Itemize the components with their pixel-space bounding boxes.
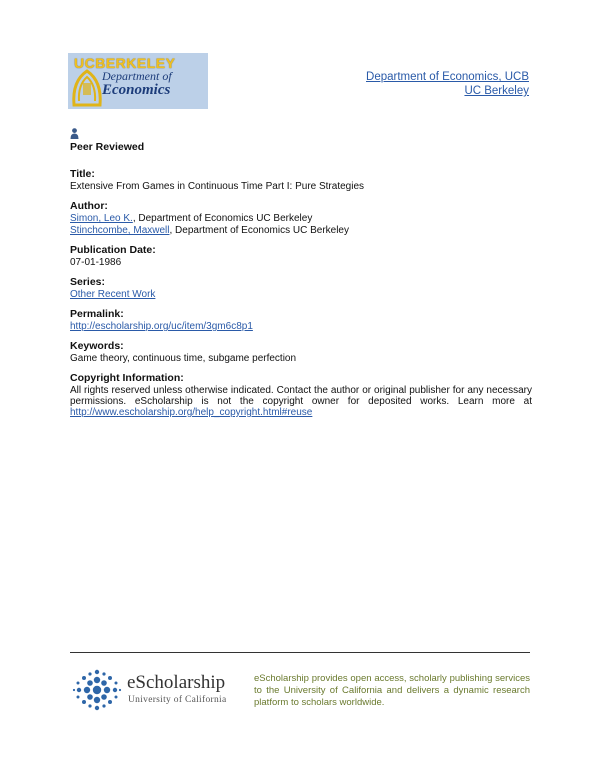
author-2-link[interactable]: Stinchcombe, Maxwell	[70, 225, 170, 236]
author-field	[70, 200, 532, 237]
title-field	[70, 168, 532, 193]
logo-department-text: Department of	[102, 69, 172, 83]
copyright-field	[70, 372, 532, 418]
logo-economics-text: Economics	[102, 82, 171, 98]
metadata-section	[70, 168, 532, 425]
series-link[interactable]: Other Recent Work	[70, 289, 156, 300]
logo-ucberkeley-text: UCBERKELEY	[74, 55, 176, 71]
keywords-field	[70, 340, 532, 365]
department-link[interactable]	[366, 70, 529, 98]
keywords-label: Keywords:	[70, 340, 124, 352]
copyright-text	[70, 385, 532, 418]
berkeley-seal-icon	[70, 67, 104, 107]
title-label: Title:	[70, 168, 95, 180]
escholarship-blurb: eScholarship provides open access, scholarly publishing services to the University of California and delivers a dynamic research platform to scholars worldwide.	[254, 673, 530, 708]
department-link-line2[interactable]: UC Berkeley	[464, 85, 529, 97]
permalink-link[interactable]: http://escholarship.org/uc/item/3gm6c8p1	[70, 321, 253, 332]
publication-date-field	[70, 244, 532, 269]
author-1-link[interactable]: Simon, Leo K.	[70, 213, 133, 224]
publication-date-value: 07-01-1986	[70, 257, 122, 268]
series-field	[70, 276, 532, 301]
department-link-line1[interactable]: Department of Economics, UCB	[366, 71, 529, 83]
publication-date-label: Publication Date:	[70, 244, 156, 256]
author-1-affiliation: , Department of Economics UC Berkeley	[132, 213, 313, 224]
copyright-help-link[interactable]: http://www.escholarship.org/help_copyright.html#reuse	[70, 407, 313, 418]
permalink-label: Permalink:	[70, 308, 124, 320]
author-1	[70, 213, 532, 225]
author-label: Author:	[70, 200, 108, 212]
escholarship-logo-icon	[72, 667, 122, 713]
title-value: Extensive From Games in Continuous Time Part I: Pure Strategies	[70, 181, 365, 192]
author-2	[70, 225, 532, 237]
permalink-field	[70, 308, 532, 333]
copyright-label: Copyright Information:	[70, 372, 184, 384]
person-icon	[70, 128, 79, 139]
author-2-affiliation: , Department of Economics UC Berkeley	[169, 225, 349, 236]
copyright-body: All rights reserved unless otherwise indicated. Contact the author or original publisher for any necessary permissions. eScholarship is not the copyright owner for deposited works. Learn more at	[70, 385, 532, 407]
keywords-value: Game theory, continuous time, subgame perfection	[70, 353, 297, 364]
footer-divider	[70, 652, 530, 653]
university-of-california-label: University of California	[128, 695, 227, 705]
ucberkeley-economics-logo	[68, 53, 208, 109]
peer-reviewed-label: Peer Reviewed	[70, 141, 145, 153]
series-label: Series:	[70, 276, 106, 288]
escholarship-brand: eScholarship	[127, 672, 226, 693]
